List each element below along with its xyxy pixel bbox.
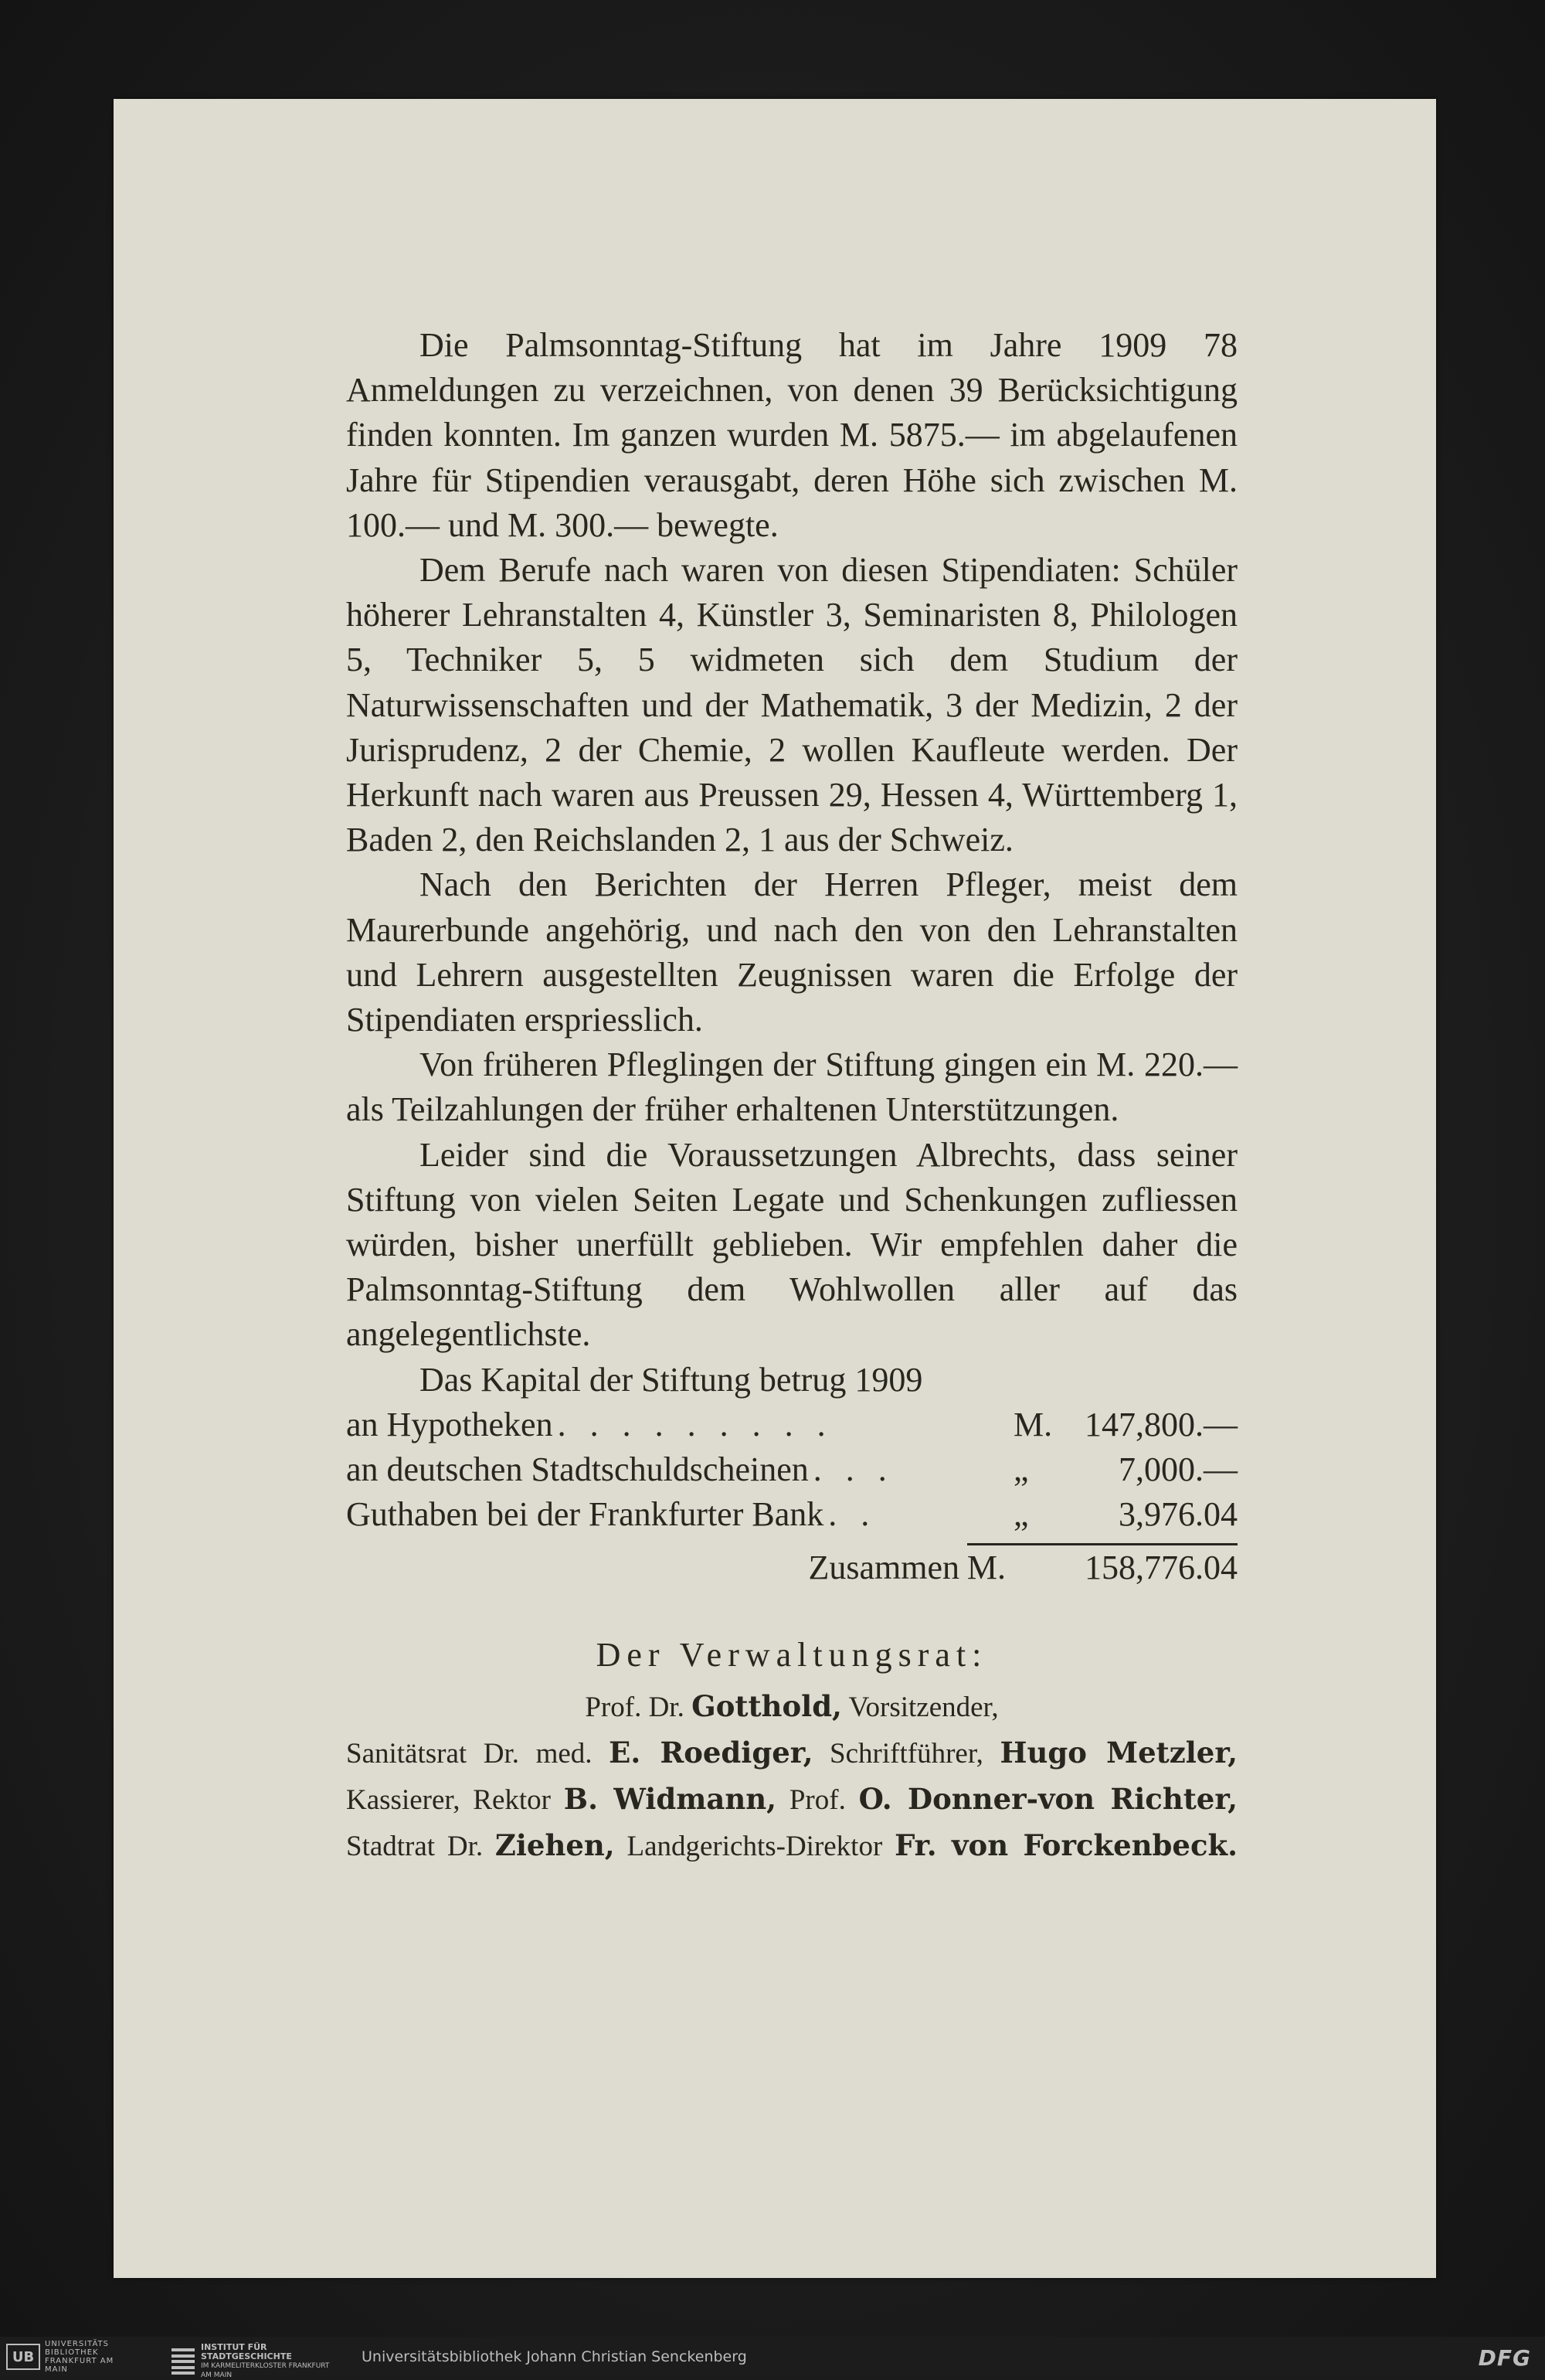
board-member-name: O. Donner-von Richter, bbox=[858, 1782, 1238, 1817]
leader-dots: . . . bbox=[813, 1450, 895, 1489]
board-text: Prof. Dr. bbox=[585, 1691, 684, 1723]
isg-logo-title: INSTITUT FÜR STADTGESCHICHTE bbox=[201, 2342, 292, 2361]
board-line bbox=[346, 1823, 1238, 1869]
board-member-name: Ziehen, bbox=[494, 1828, 615, 1863]
board-member-name: B. Widmann, bbox=[563, 1782, 777, 1817]
capital-row-label: Guthaben bei der Frankfurter Bank bbox=[346, 1495, 824, 1534]
isg-logo-text bbox=[201, 2343, 340, 2380]
board-member-name: Gotthold, bbox=[691, 1688, 842, 1723]
capital-row-label: an deutschen Stadtschuldscheinen bbox=[346, 1450, 809, 1489]
capital-row bbox=[346, 1402, 1238, 1447]
board-text: Stadtrat Dr. bbox=[346, 1831, 484, 1863]
dfg-logo[interactable]: DFG bbox=[1478, 2345, 1531, 2371]
board-text: Prof. bbox=[789, 1784, 846, 1817]
board-member-name: Hugo Metzler, bbox=[1000, 1736, 1238, 1770]
capital-row-currency: „ bbox=[1014, 1450, 1029, 1489]
isg-logo-subtitle: IM KARMELITERKLOSTER FRANKFURT AM MAIN bbox=[201, 2362, 330, 2379]
board-line bbox=[346, 1684, 1238, 1730]
capital-table bbox=[346, 1358, 1238, 1591]
capital-row-amount: 3,976.04 bbox=[1119, 1495, 1238, 1534]
board-title: Der Verwaltungsrat: bbox=[596, 1635, 988, 1674]
board-text: Vorsitzender, bbox=[848, 1691, 999, 1723]
leader-dots: . . bbox=[828, 1495, 878, 1534]
board-text: Kassierer, Rektor bbox=[346, 1784, 551, 1817]
capital-row-currency: „ bbox=[1014, 1495, 1029, 1534]
capital-total-currency: M. bbox=[966, 1549, 1006, 1587]
board-text: Schriftführer, bbox=[830, 1738, 983, 1770]
board-line bbox=[346, 1730, 1238, 1776]
isg-logo-icon bbox=[171, 2348, 195, 2375]
paragraph: Nach den Berichten der Herren Pfleger, meist dem Maurerbunde angehörig, und nach den von den Lehranstalten und Lehrern ausgestellten Zeugnissen waren die Erfolge der Stipendiaten erspriesslich. bbox=[346, 865, 1238, 1039]
capital-intro: Das Kapital der Stiftung betrug 1909 bbox=[419, 1360, 923, 1399]
capital-row-amount: 147,800.— bbox=[1085, 1405, 1238, 1443]
board-member-name: E. Roediger, bbox=[609, 1736, 813, 1770]
board-member-name: Fr. von Forckenbeck. bbox=[895, 1828, 1238, 1863]
paragraph: Die Palmsonntag-Stiftung hat im Jahre 1909 78 Anmeldungen zu verzeichnen, von denen 39 Berücksichtigung finden konnten. Im ganzen wurden M. 5875.— im abgelaufenen Jahre für Stipendien verausgabt, deren Höhe sich zwischen M. 100.— und M. 300.— bewegte. bbox=[346, 326, 1238, 544]
capital-total-label: Zusammen bbox=[808, 1549, 959, 1587]
capital-total-row bbox=[346, 1545, 1238, 1590]
capital-row-label: an Hypotheken bbox=[346, 1405, 553, 1443]
board-members bbox=[346, 1684, 1238, 1870]
paragraph: Dem Berufe nach waren von diesen Stipendiaten: Schüler höherer Lehranstalten 4, Künstler 3, Seminaristen 8, Philologen 5, Techniker 5, 5 widmeten sich dem Studium der Naturwissenschaften und der Mathematik, 3 der Medizin, 2 der Jurisprudenz, 2 der Chemie, 2 wollen Kaufleute werden. Der Herkunft nach waren aus Preussen 29, Hessen 4, Württemberg 1, Baden 2, den Reichslanden 2, 1 aus der Schweiz. bbox=[346, 551, 1238, 859]
ub-logo[interactable] bbox=[6, 2340, 130, 2374]
capital-row bbox=[346, 1447, 1238, 1492]
leader-dots: . . . . . . . . . bbox=[557, 1405, 834, 1443]
paragraph: Leider sind die Voraussetzungen Albrechts, dass seiner Stiftung von vielen Seiten Legate und Schenkungen zufliessen würden, bisher unerfüllt geblieben. Wir empfehlen daher die Palmsonntag-Stiftung dem Wohlwollen aller auf das angelegentlichste. bbox=[346, 1135, 1238, 1354]
ub-logo-text: UNIVERSITÄTS BIBLIOTHEK FRANKFURT AM MAIN bbox=[45, 2340, 114, 2374]
footer-bar bbox=[0, 2337, 1545, 2377]
capital-row-currency: M. bbox=[1014, 1405, 1053, 1443]
board-text: Sanitätsrat Dr. med. bbox=[346, 1738, 593, 1770]
board-text: Landgerichts-Direktor bbox=[626, 1831, 883, 1863]
footer-caption: Universitätsbibliothek Johann Christian Senckenberg bbox=[362, 2348, 747, 2365]
ub-logo-mark: UB bbox=[6, 2344, 40, 2370]
document-text bbox=[346, 323, 1238, 1870]
isg-logo[interactable] bbox=[171, 2343, 340, 2380]
board-line bbox=[346, 1776, 1238, 1823]
capital-row bbox=[346, 1492, 1238, 1537]
paragraph: Von früheren Pfleglingen der Stiftung gingen ein M. 220.— als Teilzahlungen der früher erhaltenen Unterstützungen. bbox=[346, 1046, 1238, 1129]
capital-row-amount: 7,000.— bbox=[1119, 1450, 1238, 1489]
capital-total-amount: 158,776.04 bbox=[1085, 1549, 1238, 1587]
